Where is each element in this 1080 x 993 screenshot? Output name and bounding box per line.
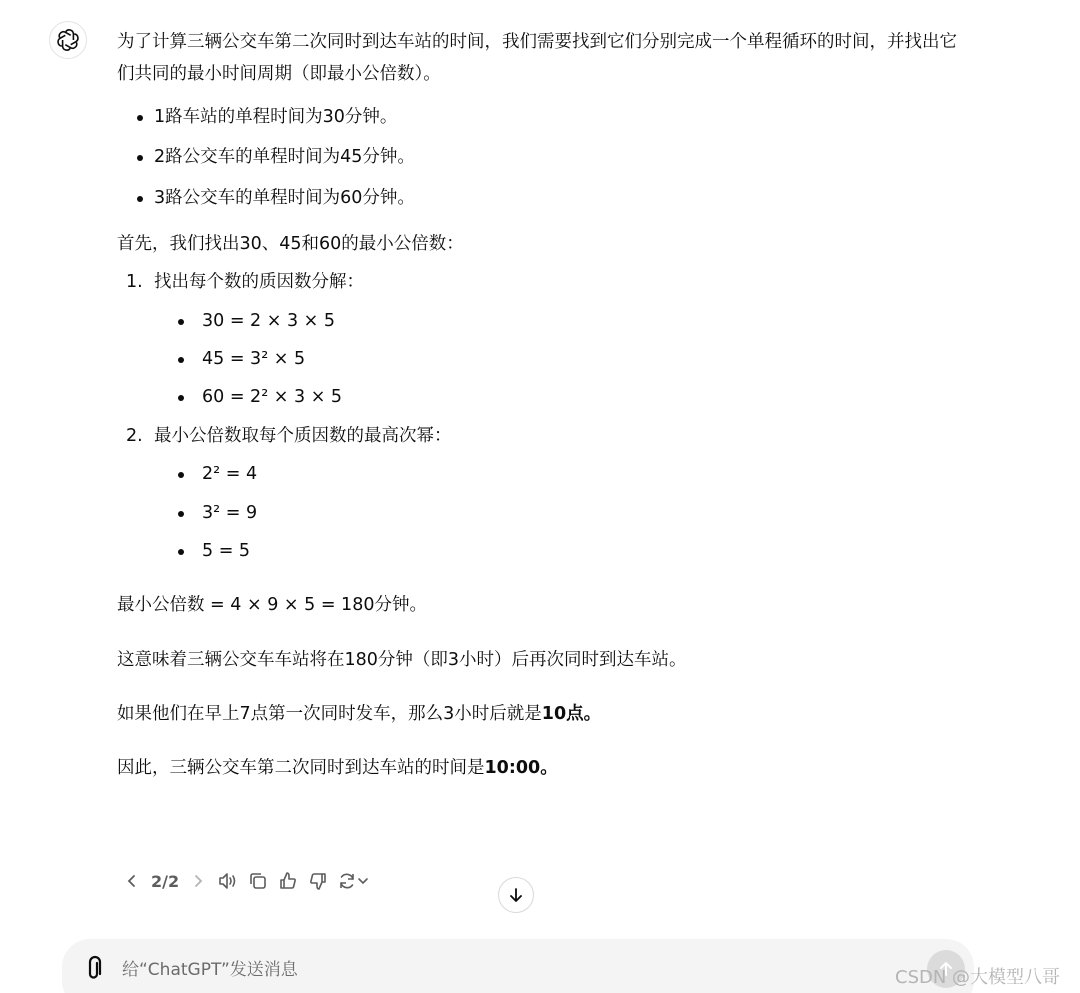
attach-button[interactable] — [82, 955, 106, 983]
meaning-paragraph: 这意味着三辆公交车车站将在180分钟（即3小时）后再次同时到达车站。 — [117, 649, 687, 670]
chevron-left-icon — [125, 874, 139, 888]
step-text: 找出每个数的质因数分解： — [154, 272, 364, 293]
arrow-down-icon — [507, 886, 525, 904]
response-pager: 2/2 — [151, 871, 180, 891]
good-response-button[interactable] — [273, 866, 303, 896]
copy-icon — [248, 871, 268, 891]
steps-list — [117, 266, 967, 567]
if-paragraph — [117, 698, 967, 730]
highest-power-list — [126, 458, 967, 567]
read-aloud-button[interactable] — [213, 866, 243, 896]
factorization-list — [126, 305, 967, 414]
bad-response-button[interactable] — [303, 866, 333, 896]
list-item: 2² = 4 — [174, 458, 967, 490]
message-composer — [62, 939, 974, 993]
thumbs-up-icon — [278, 871, 298, 891]
watermark: CSDN @大模型八哥 — [895, 967, 1061, 988]
if-text: 如果他们在早上7点第一次同时发车，那么3小时后就是 — [117, 704, 542, 724]
step-text: 最小公倍数取每个质因数的最高次幂： — [154, 425, 452, 446]
step-number: 2. — [126, 425, 143, 446]
list-item: 3² = 9 — [174, 497, 967, 529]
step-item — [126, 266, 967, 414]
paperclip-icon — [82, 955, 106, 983]
thumbs-down-icon — [308, 871, 328, 891]
regenerate-button[interactable] — [333, 866, 373, 896]
step-number: 1. — [126, 272, 143, 293]
list-item: 1路车站的单程时间为30分钟。 — [137, 101, 967, 133]
step-item — [126, 420, 967, 568]
first-step-paragraph: 首先，我们找出30、45和60的最小公倍数： — [117, 233, 464, 254]
if-answer: 10点。 — [541, 704, 602, 724]
message-input[interactable] — [120, 951, 884, 989]
list-item: 45 = 3² × 5 — [174, 343, 967, 375]
list-item: 30 = 2 × 3 × 5 — [174, 305, 967, 337]
intro-paragraph: 为了计算三辆公交车第二次同时到达车站的时间，我们需要找到它们分别完成一个单程循环的时间，并找出它们共同的最小时间周期（即最小公倍数）。 — [117, 32, 957, 85]
list-item: 3路公交车的单程时间为60分钟。 — [137, 182, 967, 214]
regenerate-icon — [337, 871, 357, 891]
openai-logo-icon — [56, 28, 80, 52]
chevron-down-icon — [357, 875, 369, 887]
chevron-right-icon — [191, 874, 205, 888]
list-item: 60 = 2² × 3 × 5 — [174, 381, 967, 413]
next-response-button[interactable] — [183, 866, 213, 896]
conclusion-text: 因此，三辆公交车第二次同时到达车站的时间是 — [117, 758, 485, 779]
prev-response-button[interactable] — [117, 866, 147, 896]
lcm-paragraph: 最小公倍数 = 4 × 9 × 5 = 180分钟。 — [117, 595, 427, 616]
conclusion-answer: 10:00。 — [484, 758, 558, 779]
message-actions — [117, 866, 373, 896]
read-aloud-icon — [217, 871, 239, 891]
copy-button[interactable] — [243, 866, 273, 896]
assistant-message — [117, 26, 967, 785]
bus-times-list — [117, 101, 967, 214]
list-item: 5 = 5 — [174, 535, 967, 567]
assistant-avatar — [49, 21, 87, 59]
scroll-to-bottom-button[interactable] — [498, 877, 534, 913]
conclusion-paragraph — [117, 752, 967, 784]
list-item: 2路公交车的单程时间为45分钟。 — [137, 141, 967, 173]
